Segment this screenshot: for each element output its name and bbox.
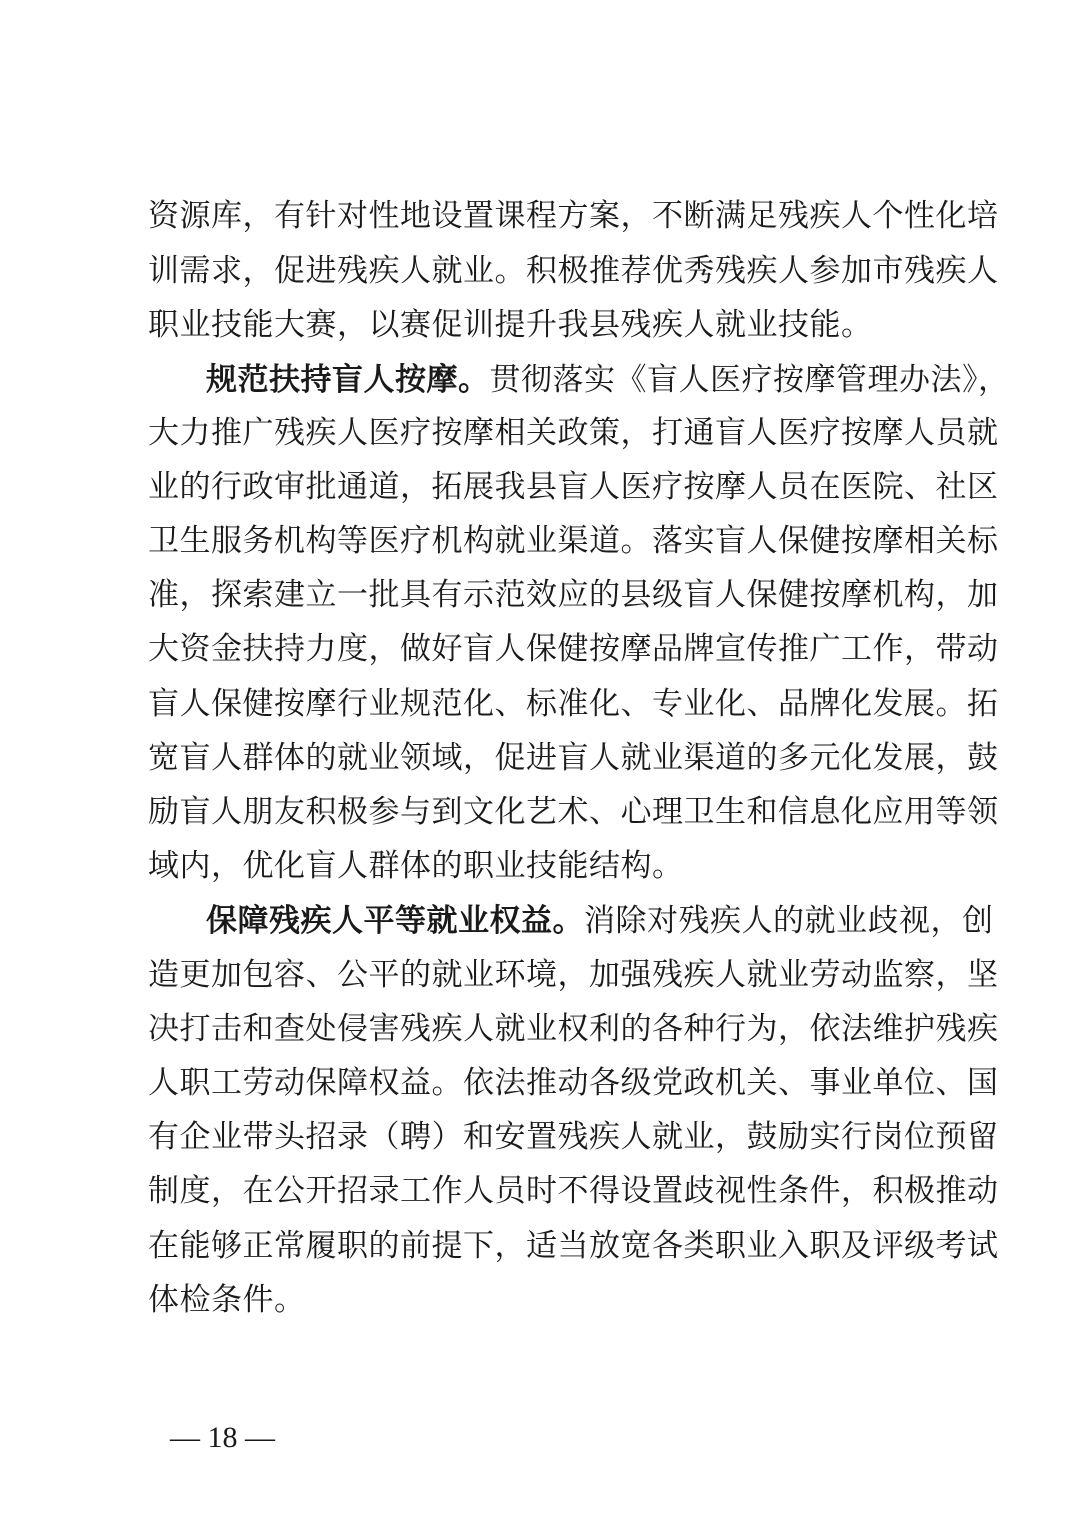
paragraph-2-line-2: 大力推广残疾人医疗按摩相关政策，打通盲人医疗按摩人员就 [148, 415, 999, 451]
paragraph-3-line-6: 制度，在公开招录工作人员时不得设置歧视性条件，积极推动 [148, 1173, 999, 1209]
paragraph-2-first-line-text: 贯彻落实《盲人医疗按摩管理办法》， [489, 362, 1010, 398]
paragraph-2-first-line [206, 360, 1010, 400]
paragraph-2-line-9: 励盲人朋友积极参与到文化艺术、心理卫生和信息化应用等领 [148, 794, 999, 830]
paragraph-3-first-line [206, 901, 994, 941]
paragraph-2-line-6: 大资金扶持力度，做好盲人保健按摩品牌宣传推广工作，带动 [148, 631, 999, 667]
paragraph-2-line-4: 卫生服务机构等医疗机构就业渠道。落实盲人保健按摩相关标 [148, 523, 999, 559]
paragraph-2-line-10: 域内，优化盲人群体的职业技能结构。 [148, 848, 684, 884]
paragraph-2-line-5: 准，探索建立一批具有示范效应的县级盲人保健按摩机构，加 [148, 577, 999, 613]
paragraph-2-line-7: 盲人保健按摩行业规范化、标准化、专业化、品牌化发展。拓 [148, 686, 999, 722]
paragraph-3-line-4: 人职工劳动保障权益。依法推动各级党政机关、事业单位、国 [148, 1065, 999, 1101]
paragraph-1-line-2: 训需求，促进残疾人就业。积极推荐优秀残疾人参加市残疾人 [148, 253, 999, 289]
paragraph-2-heading: 规范扶持盲人按摩。 [206, 362, 490, 398]
paragraph-3-first-line-text: 消除对残疾人的就业歧视，创 [584, 903, 994, 939]
paragraph-1-line-1: 资源库，有针对性地设置课程方案，不断满足残疾人个性化培 [148, 198, 999, 234]
paragraph-3-line-5: 有企业带头招录（聘）和安置残疾人就业，鼓励实行岗位预留 [148, 1119, 999, 1155]
paragraph-3-heading: 保障残疾人平等就业权益。 [206, 903, 584, 939]
paragraph-3-line-2: 造更加包容、公平的就业环境，加强残疾人就业劳动监察，坚 [148, 957, 999, 993]
paragraph-3-line-7: 在能够正常履职的前提下，适当放宽各类职业入职及评级考试 [148, 1228, 999, 1264]
paragraph-2-line-3: 业的行政审批通道，拓展我县盲人医疗按摩人员在医院、社区 [148, 469, 999, 505]
paragraph-2-line-8: 宽盲人群体的就业领域，促进盲人就业渠道的多元化发展，鼓 [148, 740, 999, 776]
paragraph-1-line-3: 职业技能大赛，以赛促训提升我县残疾人就业技能。 [148, 307, 873, 343]
paragraph-3-line-8: 体检条件。 [148, 1282, 306, 1318]
page-number: — 18 — [170, 1421, 275, 1454]
paragraph-3-line-3: 决打击和查处侵害残疾人就业权利的各种行为，依法维护残疾 [148, 1011, 999, 1047]
